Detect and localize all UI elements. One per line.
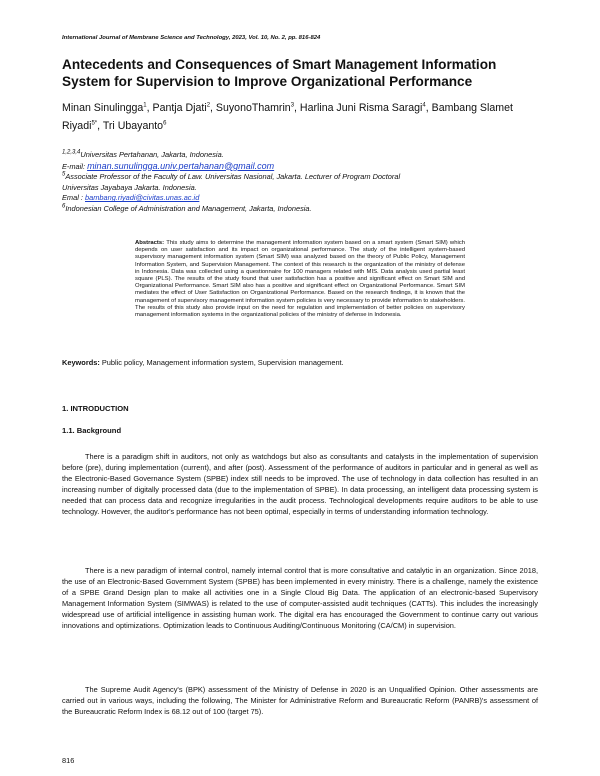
author-marker: 2 [206, 102, 211, 109]
author-name: , Harlina Juni Risma Saragi [294, 102, 423, 114]
affiliation-text: Associate Professor of the Faculty of Law. Universitas Nasional, Jakarta. Lecturer of Program Doctoral [65, 172, 401, 182]
journal-header: International Journal of Membrane Science and Technology, 2023, Vol. 10, No. 2, pp. 816-824 [62, 35, 321, 41]
body-paragraph: There is a new paradigm of internal control, namely internal control that is more consultative and catalytic in an organization. Since 2018, the use of an Electronic-Based Government System (SPBE) has been implemented in every ministry. There is a challenge, namely the existence of a SPBE Grand Design plan to make all activities one in a Single Cloud Big Data. The application of an electronic-based Supervisory Management Information System (SIMWAS) is related to the use of computer-assisted audit techniques (CATTs). This includes the increasingly widespread use of artificial intelligence in assisting human work. The digital era has encouraged the Government to continue carry out various innovations and optimizations. Optimization leads to Continuous Auditing/Continuous Monitoring (CA/CM) in supervision. [62, 566, 538, 630]
author-marker: 1 [143, 102, 147, 109]
author-marker: 5* [91, 120, 98, 127]
author-name: Minan Sinulingga [62, 102, 144, 114]
affiliation-marker: 5 [62, 171, 66, 178]
section-heading: 1. INTRODUCTION [62, 404, 129, 413]
page-number: 816 [62, 756, 75, 765]
affiliations [62, 150, 538, 215]
abstract-label: Abstracts: [135, 240, 165, 246]
abstract-text: This study aims to determine the management information system based on a smart system (Smart SIM) which depends on user satisfaction and its impact on organizational performance. The study of the intelligent system-based supervisory management information system (Smart SIM) was analyzed based on the theory of Public Policy, Management Information System, and Supervision Management. The context of this research is the organization of the ministry of defense in Indonesia. Data was collected using a questionnaire for 100 managers related with MIS. Data analysis used partial least square (PLS). The results of the study found that user satisfaction has a positive and significant effect on Smart SIM and Organizational Performance. Smart SIM also has a positive and significant effect on Organizational Performance. Smart SIM mediates the effect of User Satisfaction on Organizational Performance. Based on the research findings, it is known that the management of supervisory management information system policies is very necessary to provide information to stakeholders. The results of this study also provide input on the need for regulation and implementation of better policies on supervisory management information systems in the organizational policies of the ministry of defense in Indonesia. [135, 240, 465, 319]
author-list [62, 99, 538, 135]
body-paragraph: The Supreme Audit Agency's (BPK) assessment of the Ministry of Defense in 2020 is an Unqualified Opinion. Other assessments are carried out in various ways, including the following, The Minister for Administrative Reform and Bureaucratic Reform (PANRB)'s assessment of the Bureaucratic Reform Index is 68.12 out of 100 (target 75). [62, 685, 538, 716]
author-marker: 6 [163, 120, 167, 127]
affiliation-line [62, 204, 538, 215]
affiliation-line [62, 150, 538, 161]
author-name: , SuyonoThamrin [210, 102, 291, 114]
email-line [62, 193, 538, 204]
keywords-text: Public policy, Management information system, Supervision management. [99, 358, 344, 367]
affiliation-line: Universitas Jayabaya Jakarta. Indonesia. [62, 182, 197, 192]
affiliation-marker: 1,2,3,4 [62, 149, 81, 156]
email-link[interactable]: minan.sunulingga.univ.pertahanan@gmail.com [87, 160, 275, 171]
keywords [62, 358, 538, 367]
email-label: Emal : [62, 193, 85, 203]
author-name: , Pantja Djati [146, 102, 207, 114]
affiliation-marker: 6 [62, 203, 66, 210]
email-label: E-mail: [62, 161, 88, 171]
paper-title: Antecedents and Consequences of Smart Management Information System for Supervision to Improve Organizational Performance [62, 57, 497, 89]
affiliation-line [62, 172, 538, 183]
abstract [135, 240, 465, 319]
author-name: , Tri Ubayanto [97, 120, 164, 132]
body-paragraph: There is a paradigm shift in auditors, not only as watchdogs but also as consultants and catalysts in the implementation of supervision before (pre), during implementation (current), and after (post). Assessment of the performance of auditors in particular and in general as well as the Electronic-Based Governance System (SPBE) index still needs to be improved. The use of technology in data collection has resulted in an increasing number of digitally processed data (due to the implementation of SPBE). In data processing, an intelligent data processing system is needed that can process data and recognize irregularities in the audit process. Technological developments require auditors to be able to use technology. However, the auditor's performance has not been optimal, especially in terms of understanding information technology. [62, 452, 538, 516]
author-marker: 3 [290, 102, 295, 109]
author-marker: 4 [422, 102, 426, 109]
email-link[interactable]: bambang.riyadi@civitas.unas.ac.id [85, 193, 200, 203]
affiliation-text: Indonesian College of Administration and Management, Jakarta, Indonesia. [65, 203, 312, 213]
keywords-label: Keywords: [62, 358, 100, 367]
affiliation-text: Universitas Pertahanan, Jakarta, Indonesia. [80, 150, 224, 159]
email-line [62, 161, 538, 173]
subsection-heading: 1.1. Background [62, 426, 122, 435]
author-name: , Bambang Slamet Riyadi [62, 102, 513, 132]
